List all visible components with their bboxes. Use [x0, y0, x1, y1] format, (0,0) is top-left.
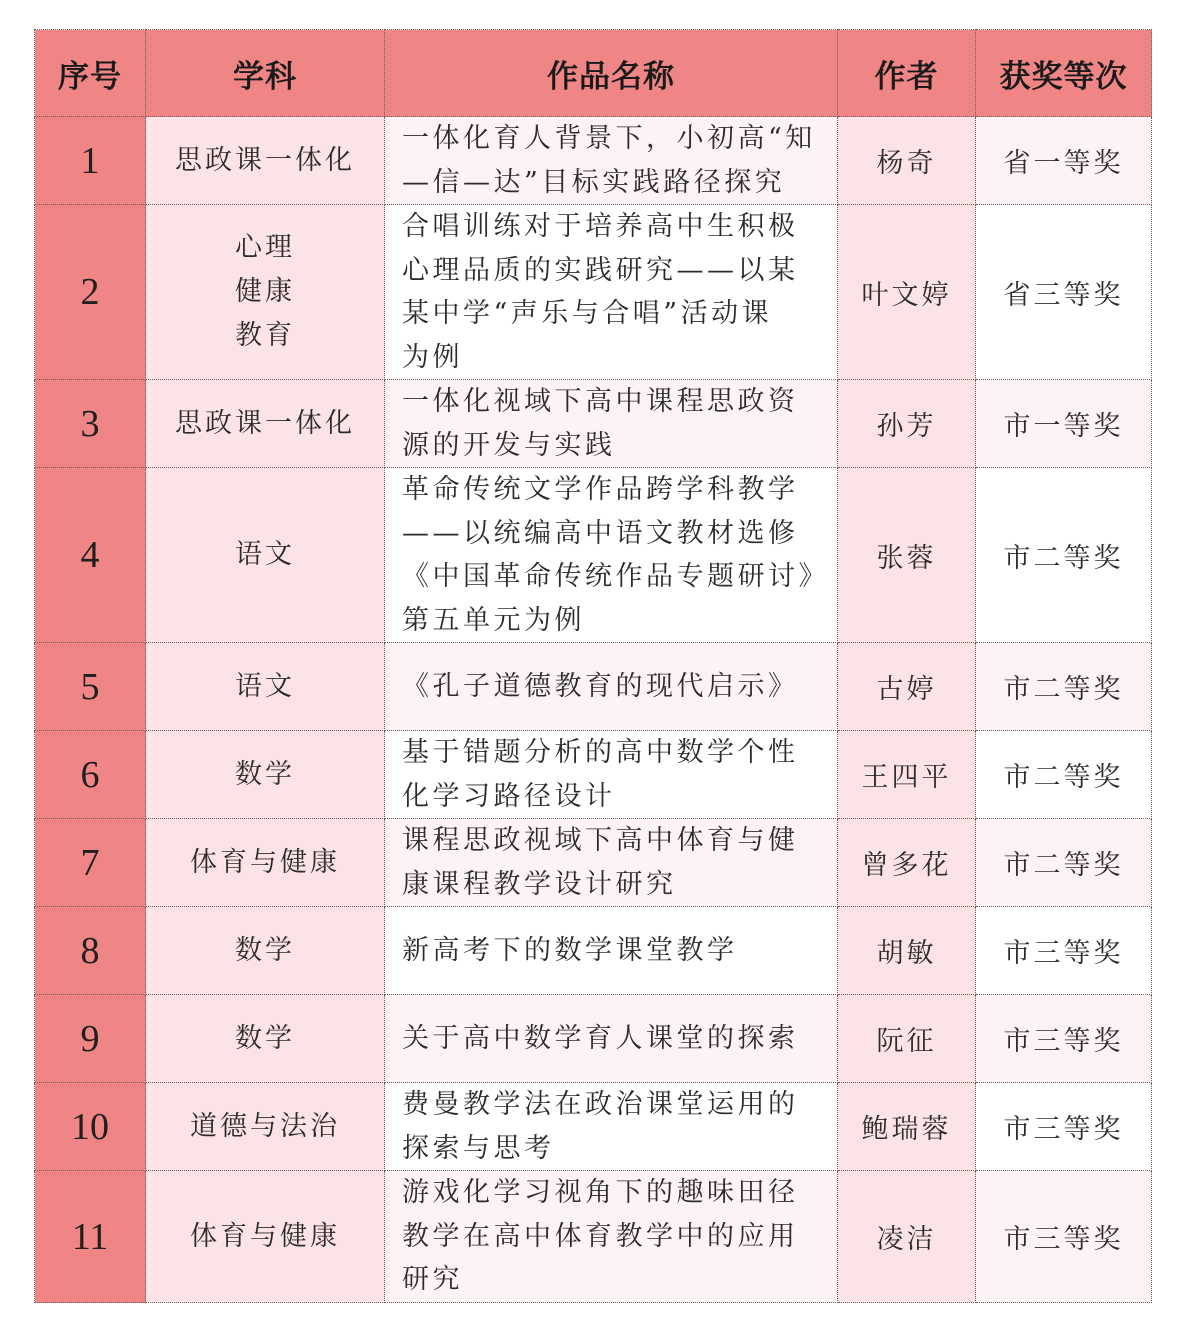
- cell-author: 张蓉: [838, 468, 976, 643]
- work-title-line: 某中学“声乐与合唱”活动课: [402, 298, 773, 329]
- work-title-line: 关于高中数学育人课堂的探索: [402, 1022, 799, 1054]
- subject-line: 数学: [235, 934, 295, 966]
- work-title-line: 革命传统文学作品跨学科教学: [402, 474, 799, 505]
- work-title-line: 源的开发与实践: [402, 429, 616, 461]
- work-title-line: 基于错题分析的高中数学个性: [402, 737, 799, 768]
- cell-no: 5: [35, 643, 146, 731]
- cell-subject: [146, 1083, 385, 1171]
- header-author: 作者: [838, 30, 976, 117]
- subject-line: 语文: [235, 670, 295, 702]
- table-row: [35, 643, 1152, 731]
- subject-line: 心理: [235, 232, 295, 263]
- cell-award: 市三等奖: [976, 1083, 1152, 1171]
- subject-line: 语文: [235, 539, 295, 570]
- cell-subject: [146, 643, 385, 731]
- cell-author: 古婷: [838, 643, 976, 731]
- subject-line: 体育与健康: [190, 846, 340, 878]
- cell-subject: [146, 819, 385, 907]
- cell-no: 11: [35, 1171, 146, 1303]
- cell-subject: [146, 205, 385, 380]
- cell-author: 鲍瑞蓉: [838, 1083, 976, 1171]
- cell-award: 省一等奖: [976, 117, 1152, 205]
- cell-subject: [146, 907, 385, 995]
- work-title-line: 合唱训练对于培养高中生积极: [402, 211, 799, 242]
- cell-author: 叶文婷: [838, 205, 976, 380]
- table-body: [35, 117, 1152, 1303]
- header-row: [35, 30, 1152, 117]
- header-subject: 学科: [146, 30, 385, 117]
- work-title-line: —信—达”目标实践路径探究: [402, 166, 786, 198]
- cell-subject: [146, 995, 385, 1083]
- cell-work-title: [385, 643, 838, 731]
- cell-work-title: [385, 1083, 838, 1171]
- cell-no: 10: [35, 1083, 146, 1171]
- subject-line: 数学: [235, 1022, 295, 1054]
- table-row: [35, 117, 1152, 205]
- cell-author: 孙芳: [838, 380, 976, 468]
- cell-work-title: [385, 380, 838, 468]
- subject-line: 思政课一体化: [175, 144, 355, 176]
- subject-line: 健康: [235, 276, 295, 307]
- cell-subject: [146, 731, 385, 819]
- cell-award: 省三等奖: [976, 205, 1152, 380]
- cell-no: 2: [35, 205, 146, 380]
- work-title-line: 第五单元为例: [402, 604, 585, 636]
- subject-line: 道德与法治: [190, 1110, 340, 1142]
- cell-award: 市三等奖: [976, 907, 1152, 995]
- subject-line: 数学: [235, 758, 295, 790]
- cell-author: 凌洁: [838, 1171, 976, 1303]
- work-title-line: 一体化视域下高中课程思政资: [402, 386, 799, 417]
- cell-award: 市三等奖: [976, 1171, 1152, 1303]
- cell-no: 7: [35, 819, 146, 907]
- work-title-line: 课程思政视域下高中体育与健: [402, 825, 799, 856]
- cell-subject: [146, 1171, 385, 1303]
- subject-line: 体育与健康: [190, 1220, 340, 1252]
- work-title-line: 康课程教学设计研究: [402, 868, 677, 900]
- cell-work-title: [385, 205, 838, 380]
- work-title-line: ——以统编高中语文教材选修: [402, 517, 799, 549]
- cell-work-title: [385, 819, 838, 907]
- cell-subject: [146, 468, 385, 643]
- work-title-line: 研究: [402, 1264, 463, 1296]
- cell-work-title: [385, 995, 838, 1083]
- table-row: [35, 205, 1152, 380]
- cell-author: 胡敏: [838, 907, 976, 995]
- work-title-line: 化学习路径设计: [402, 780, 616, 812]
- work-title-line: 游戏化学习视角下的趣味田径: [402, 1177, 799, 1209]
- work-title-line: 为例: [402, 341, 463, 373]
- cell-work-title: [385, 117, 838, 205]
- subject-line: 思政课一体化: [175, 407, 355, 439]
- work-title-line: 教学在高中体育教学中的应用: [402, 1220, 799, 1252]
- cell-no: 1: [35, 117, 146, 205]
- table-row: [35, 995, 1152, 1083]
- cell-no: 4: [35, 468, 146, 643]
- work-title-line: 心理品质的实践研究——以某: [402, 254, 799, 286]
- cell-work-title: [385, 468, 838, 643]
- awards-table: [34, 29, 1152, 1303]
- work-title-line: 探索与思考: [402, 1132, 555, 1164]
- subject-line: 教育: [235, 320, 295, 351]
- cell-award: 市一等奖: [976, 380, 1152, 468]
- cell-award: 市三等奖: [976, 995, 1152, 1083]
- cell-award: 市二等奖: [976, 731, 1152, 819]
- work-title-line: 新高考下的数学课堂教学: [402, 934, 738, 966]
- header-work: 作品名称: [385, 30, 838, 117]
- table-row: [35, 380, 1152, 468]
- cell-no: 8: [35, 907, 146, 995]
- cell-work-title: [385, 1171, 838, 1303]
- cell-award: 市二等奖: [976, 819, 1152, 907]
- table-row: [35, 468, 1152, 643]
- table-row: [35, 731, 1152, 819]
- table-row: [35, 819, 1152, 907]
- cell-award: 市二等奖: [976, 468, 1152, 643]
- cell-author: 曾多花: [838, 819, 976, 907]
- cell-award: 市二等奖: [976, 643, 1152, 731]
- table-row: [35, 1083, 1152, 1171]
- cell-author: 王四平: [838, 731, 976, 819]
- work-title-line: 《中国革命传统作品专题研讨》: [402, 561, 829, 592]
- cell-no: 9: [35, 995, 146, 1083]
- cell-no: 3: [35, 380, 146, 468]
- work-title-line: 一体化育人背景下，小初高“知: [402, 123, 816, 154]
- cell-author: 杨奇: [838, 117, 976, 205]
- cell-subject: [146, 380, 385, 468]
- work-title-line: 《孔子道德教育的现代启示》: [402, 670, 799, 702]
- cell-subject: [146, 117, 385, 205]
- cell-work-title: [385, 731, 838, 819]
- table-row: [35, 1171, 1152, 1303]
- work-title-line: 费曼教学法在政治课堂运用的: [402, 1089, 799, 1120]
- cell-no: 6: [35, 731, 146, 819]
- cell-author: 阮征: [838, 995, 976, 1083]
- header-award: 获奖等次: [976, 30, 1152, 117]
- cell-work-title: [385, 907, 838, 995]
- header-no: 序号: [35, 30, 146, 117]
- table-row: [35, 907, 1152, 995]
